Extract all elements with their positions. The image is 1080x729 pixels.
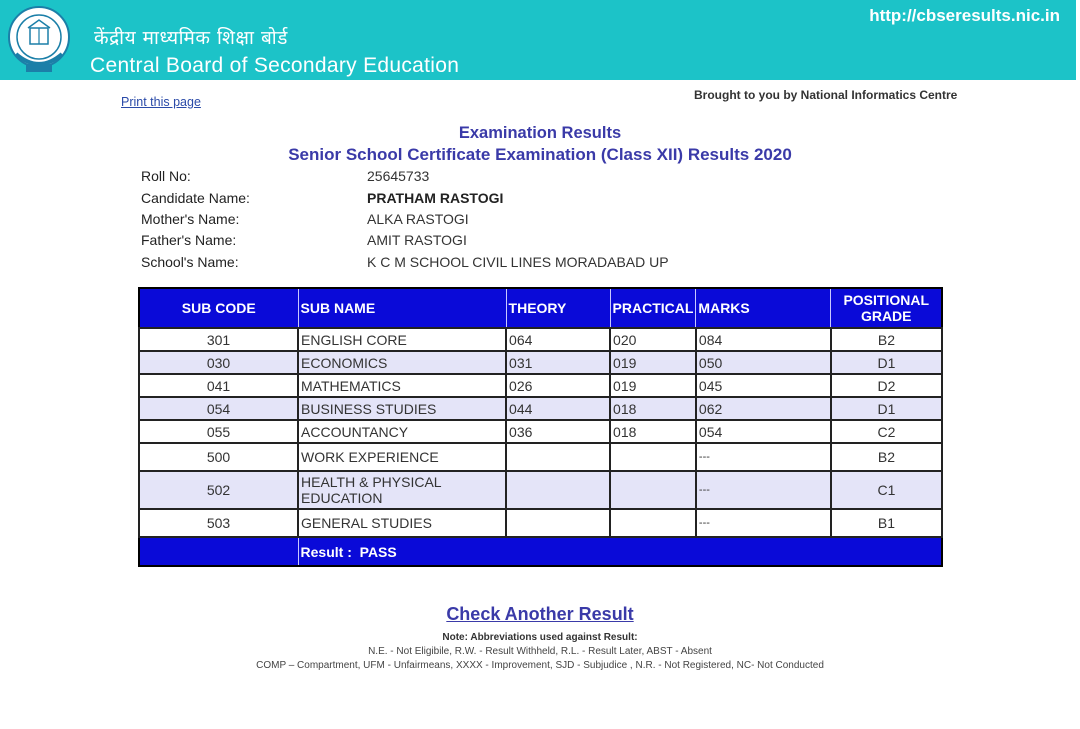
result-spacer-cell	[139, 537, 298, 566]
brought-by-text: Brought to you by National Informatics Centre	[694, 88, 958, 102]
sub-name-cell: GENERAL STUDIES	[298, 509, 506, 537]
theory-cell: 044	[506, 397, 610, 420]
grade-cell: D1	[831, 397, 942, 420]
grade-cell: B1	[831, 509, 942, 537]
sub-name-cell: ACCOUNTANCY	[298, 420, 506, 443]
marks-cell: ---	[696, 471, 831, 509]
table-row	[139, 328, 942, 351]
theory-cell: 064	[506, 328, 610, 351]
candidate-name-value: PRATHAM RASTOGI	[367, 190, 504, 206]
page-title: Examination Results	[458, 124, 622, 142]
note-title: Note: Abbreviations used against Result:	[442, 632, 638, 643]
table-row	[139, 420, 942, 443]
sub-code-cell: 502	[139, 471, 298, 509]
marks-cell: ---	[696, 509, 831, 537]
candidate-name-label: Candidate Name:	[141, 190, 250, 206]
father-name-label: Father's Name:	[141, 232, 237, 248]
practical-cell: 020	[610, 328, 696, 351]
table-row	[139, 471, 942, 509]
marks-cell: 084	[696, 328, 831, 351]
marks-cell: 054	[696, 420, 831, 443]
table-row	[139, 443, 942, 471]
theory-cell	[506, 443, 610, 471]
col-header-sub-code: SUB CODE	[139, 288, 298, 328]
grade-cell: B2	[831, 328, 942, 351]
print-page-link[interactable]: Print this page	[121, 95, 201, 109]
grade-cell: D2	[831, 374, 942, 397]
roll-value: 25645733	[367, 168, 430, 184]
practical-cell: 018	[610, 420, 696, 443]
grade-cell: C2	[831, 420, 942, 443]
sub-name-cell: MATHEMATICS	[298, 374, 506, 397]
mother-name-label: Mother's Name:	[141, 211, 240, 227]
sub-code-cell: 055	[139, 420, 298, 443]
practical-cell: 018	[610, 397, 696, 420]
result-row	[139, 537, 942, 566]
sub-name-cell: BUSINESS STUDIES	[298, 397, 506, 420]
table-row	[139, 509, 942, 537]
grade-cell: C1	[831, 471, 942, 509]
marks-cell: 062	[696, 397, 831, 420]
practical-cell	[610, 509, 696, 537]
sub-code-cell: 030	[139, 351, 298, 374]
table-row	[139, 351, 942, 374]
marks-cell: 050	[696, 351, 831, 374]
note-line-1: N.E. - Not Eligibile, R.W. - Result Withheld, R.L. - Result Later, ABST - Absent	[368, 646, 712, 657]
sub-name-cell: ENGLISH CORE	[298, 328, 506, 351]
sub-name-cell: HEALTH & PHYSICAL EDUCATION	[298, 471, 506, 509]
marks-cell: 045	[696, 374, 831, 397]
sub-code-cell: 054	[139, 397, 298, 420]
theory-cell	[506, 471, 610, 509]
col-header-practical: PRACTICAL	[610, 288, 696, 328]
col-header-theory: THEORY	[506, 288, 610, 328]
sub-code-cell: 041	[139, 374, 298, 397]
result-value: PASS	[359, 543, 397, 560]
practical-cell	[610, 443, 696, 471]
sub-name-cell: WORK EXPERIENCE	[298, 443, 506, 471]
check-another-result-link[interactable]: Check Another Result	[446, 604, 634, 624]
cbse-logo-icon	[6, 4, 72, 76]
note-line-2: COMP – Compartment, UFM - Unfairmeans, XXXX - Improvement, SJD - Subjudice , N.R. - Not Registered, NC- Not Conducted	[256, 660, 824, 671]
theory-cell: 036	[506, 420, 610, 443]
practical-cell	[610, 471, 696, 509]
sub-name-cell: ECONOMICS	[298, 351, 506, 374]
hindi-title: केंद्रीय माध्यमिक शिक्षा बोर्ड	[94, 27, 288, 49]
col-header-marks: MARKS	[696, 288, 831, 328]
school-name-value: K C M SCHOOL CIVIL LINES MORADABAD UP	[367, 254, 669, 270]
page-subtitle: Senior School Certificate Examination (Class XII) Results 2020	[288, 145, 792, 164]
english-title: Central Board of Secondary Education	[90, 54, 460, 77]
sub-code-cell: 500	[139, 443, 298, 471]
sub-code-cell: 301	[139, 328, 298, 351]
col-header-positional-grade: POSITIONAL GRADE	[831, 288, 942, 328]
grade-cell: B2	[831, 443, 942, 471]
table-row	[139, 397, 942, 420]
result-label: Result :	[300, 543, 352, 560]
father-name-value: AMIT RASTOGI	[367, 232, 467, 248]
theory-cell: 031	[506, 351, 610, 374]
school-name-label: School's Name:	[141, 254, 239, 270]
table-header-row	[139, 288, 942, 328]
col-header-sub-name: SUB NAME	[298, 288, 506, 328]
site-url[interactable]: http://cbseresults.nic.in	[869, 6, 1060, 25]
header-banner	[0, 0, 1076, 80]
roll-label: Roll No:	[141, 168, 191, 184]
sub-code-cell: 503	[139, 509, 298, 537]
result-cell	[298, 537, 942, 566]
table-row	[139, 374, 942, 397]
practical-cell: 019	[610, 374, 696, 397]
marks-cell: ---	[696, 443, 831, 471]
mother-name-value: ALKA RASTOGI	[367, 211, 469, 227]
grade-cell: D1	[831, 351, 942, 374]
results-table	[138, 287, 943, 567]
theory-cell: 026	[506, 374, 610, 397]
theory-cell	[506, 509, 610, 537]
practical-cell: 019	[610, 351, 696, 374]
